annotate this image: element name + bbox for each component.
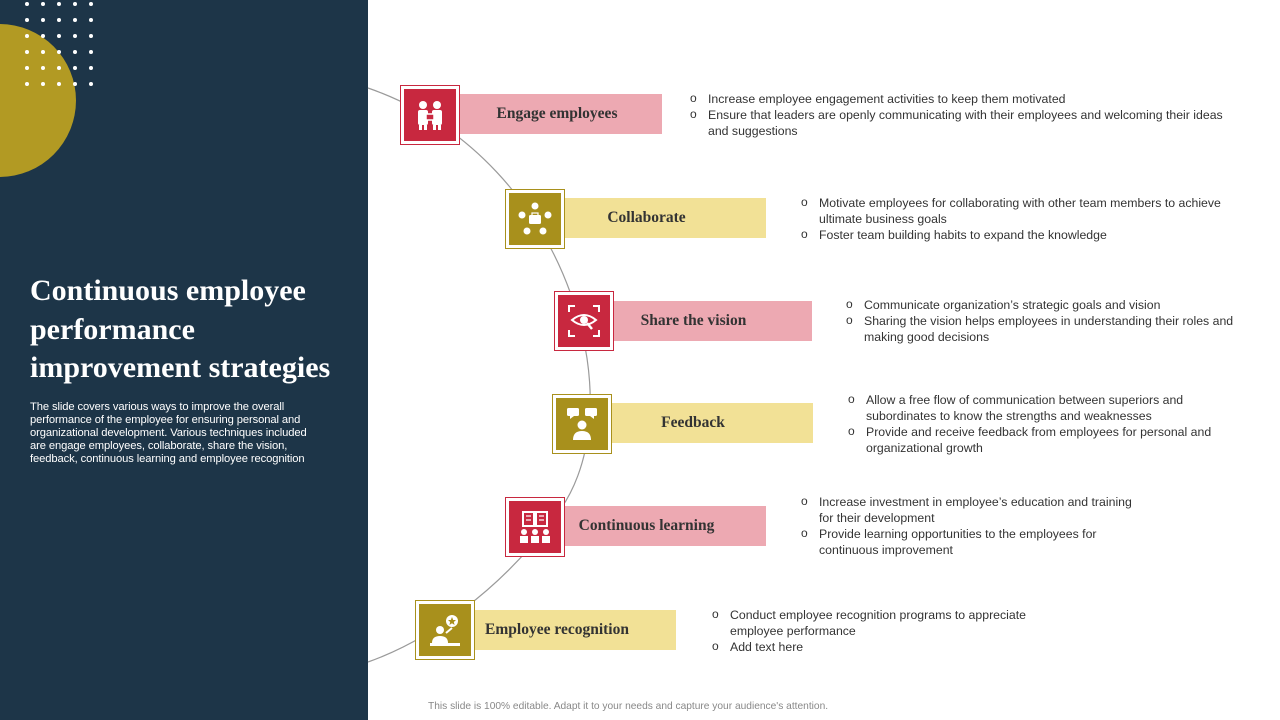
bullet-item: o Increase investment in employee’s education and training for their development — [801, 494, 1141, 526]
strategy-icon-box-vision — [554, 291, 614, 351]
bullet-item: o Allow a free flow of communication between superiors and subordinates to know the strengths and weaknesses — [848, 392, 1248, 424]
decor-dot — [25, 82, 29, 86]
decor-dot — [41, 18, 45, 22]
feedback-person-icon — [565, 407, 599, 441]
decor-dot — [41, 34, 45, 38]
decor-dot — [89, 66, 93, 70]
strategy-bullets-engage — [690, 91, 1235, 139]
slide-title: Continuous employee performance improvement strategies — [30, 274, 331, 384]
strategy-icon-box-collaborate — [505, 189, 565, 249]
decor-dot — [89, 34, 93, 38]
bullet-item: o Motivate employees for collaborating with other team members to achieve ultimate business goals — [801, 195, 1261, 227]
decor-dot — [25, 66, 29, 70]
decor-dot — [73, 50, 77, 54]
decor-dot — [41, 66, 45, 70]
strategy-label-vision: Share the vision — [575, 301, 812, 341]
decor-dot — [73, 18, 77, 22]
decor-dot — [57, 50, 61, 54]
vision-eye-icon — [567, 304, 601, 338]
decor-dot — [73, 66, 77, 70]
strategy-label-collaborate: Collaborate — [527, 198, 766, 238]
decor-dot — [89, 50, 93, 54]
sidebar-panel — [0, 0, 368, 720]
dot-grid-decoration — [25, 0, 105, 90]
decor-dot — [89, 18, 93, 22]
decor-dot — [73, 34, 77, 38]
bullet-item: o Provide and receive feedback from employees for personal and organizational growth — [848, 424, 1248, 456]
strategy-label-engage: Engage employees — [452, 94, 662, 134]
team-circle-icon — [518, 202, 552, 236]
strategy-label-learning: Continuous learning — [527, 506, 766, 546]
strategy-bullets-collaborate — [801, 195, 1261, 243]
decor-dot — [89, 82, 93, 86]
strategy-bullets-feedback — [848, 392, 1248, 456]
bullet-item: o Conduct employee recognition programs to appreciate employee performance — [712, 607, 1062, 639]
strategy-label-feedback: Feedback — [573, 403, 813, 443]
decor-dot — [41, 50, 45, 54]
strategy-icon-box-learning — [505, 497, 565, 557]
decor-dot — [41, 82, 45, 86]
decor-dot — [57, 66, 61, 70]
bullet-item: o Add text here — [712, 639, 1062, 655]
decor-dot — [73, 82, 77, 86]
team-handshake-icon — [413, 100, 447, 130]
decor-dot — [25, 18, 29, 22]
strategy-bullets-learning — [801, 494, 1141, 558]
bullet-item: o Provide learning opportunities to the employees for continuous improvement — [801, 526, 1141, 558]
recognition-award-icon — [428, 613, 462, 647]
bullet-item: o Ensure that leaders are openly communicating with their employees and welcoming their ideas and suggestions — [690, 107, 1235, 139]
decor-dot — [41, 2, 45, 6]
bullet-item: o Communicate organization’s strategic goals and vision — [846, 297, 1271, 313]
decor-dot — [57, 18, 61, 22]
decor-dot — [25, 2, 29, 6]
decor-dot — [25, 34, 29, 38]
decor-dot — [89, 2, 93, 6]
strategy-bullets-vision — [846, 297, 1271, 345]
decor-dot — [57, 2, 61, 6]
bullet-item: o Increase employee engagement activities to keep them motivated — [690, 91, 1235, 107]
decor-dot — [25, 50, 29, 54]
strategy-icon-box-feedback — [552, 394, 612, 454]
strategy-icon-box-engage — [400, 85, 460, 145]
footer-note: This slide is 100% editable. Adapt it to your needs and capture your audience's attention. — [428, 701, 829, 712]
decor-dot — [73, 2, 77, 6]
decor-dot — [57, 82, 61, 86]
bullet-item: o Foster team building habits to expand the knowledge — [801, 227, 1261, 243]
slide-description: The slide covers various ways to improve the overall performance of the employee for ensuring personal and organizational development. Various techniques included are engage employees, collaborate, share the vision, feedback, continuous learning and employee recognition — [30, 401, 307, 465]
strategy-label-recognition: Employee recognition — [438, 610, 676, 650]
decor-dot — [57, 34, 61, 38]
learning-book-icon — [517, 510, 553, 544]
strategy-bullets-recognition — [712, 607, 1062, 655]
strategy-icon-box-recognition — [415, 600, 475, 660]
bullet-item: o Sharing the vision helps employees in understanding their roles and making good decisions — [846, 313, 1271, 345]
